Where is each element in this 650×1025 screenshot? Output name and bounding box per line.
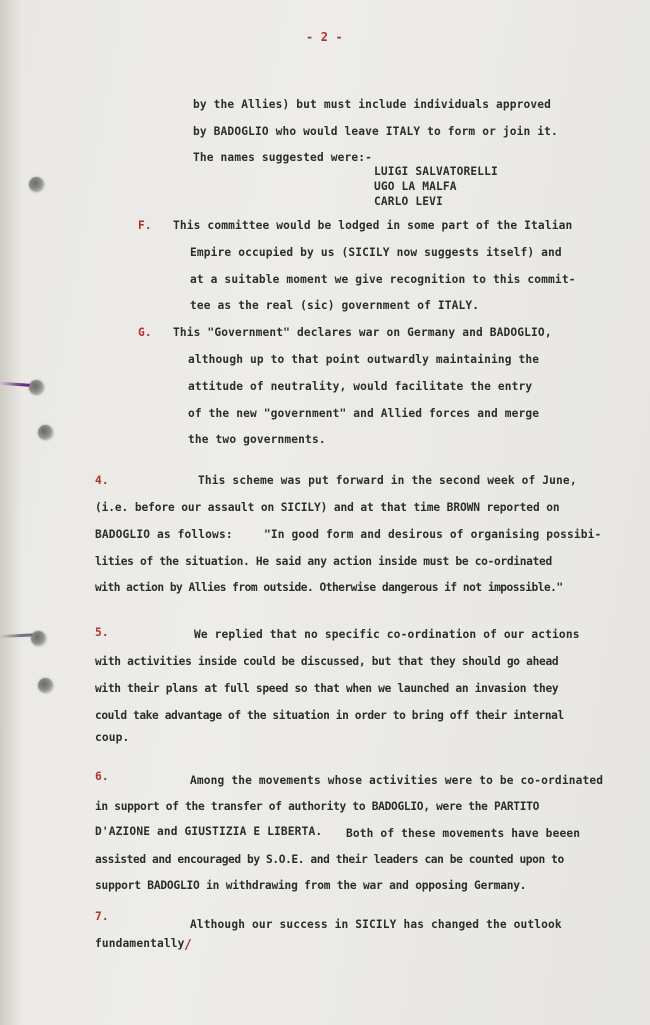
text-line: with action by Allies from outside. Otherwise dangerous if not impossible.": [95, 581, 563, 594]
text-line: This committee would be lodged in some part of the Italian: [173, 219, 573, 232]
text-line: Among the movements whose activities were to be co-ordinated: [190, 774, 604, 787]
text-line: at a suitable moment we give recognition to this commit-: [190, 273, 576, 286]
text-line: BADOGLIO as follows:: [95, 528, 233, 541]
text-line: although up to that point outwardly maintaining the: [188, 353, 540, 366]
name-line: CARLO LEVI: [374, 195, 443, 208]
text-line: with activities inside could be discussed, but that they should go ahead: [95, 655, 559, 668]
text-line: coup.: [95, 731, 130, 744]
text-line: fundamentally: [95, 937, 185, 950]
paragraph-marker-f: F.: [138, 219, 152, 232]
paragraph-marker-g: G.: [138, 326, 152, 339]
text-line: This "Government" declares war on Germany and BADOGLIO,: [173, 326, 552, 339]
text-line: The names suggested were:-: [193, 151, 373, 164]
text-line: support BADOGLIO in withdrawing from the war and opposing Germany.: [95, 879, 527, 892]
paragraph-number-5: 5.: [95, 626, 109, 639]
text-line: Empire occupied by us (SICILY now suggests itself) and: [190, 246, 562, 259]
text-line: "In good form and desirous of organising possibi-: [264, 528, 602, 541]
paragraph-number-4: 4.: [95, 474, 109, 487]
text-line: We replied that no specific co-ordination of our actions: [194, 628, 580, 641]
text-line: tee as the real (sic) government of ITALY.: [190, 299, 480, 312]
text-line: by the Allies) but must include individuals approved: [193, 98, 552, 111]
paragraph-number-6: 6.: [95, 770, 109, 783]
name-line: UGO LA MALFA: [374, 180, 457, 193]
punch-hole: [38, 678, 53, 693]
text-line: the two governments.: [188, 433, 326, 446]
text-line: by BADOGLIO who would leave ITALY to form or join it.: [193, 125, 558, 138]
text-line: in support of the transfer of authority to BADOGLIO, were the PARTITO: [95, 800, 540, 813]
paragraph-number-7: 7.: [95, 910, 109, 923]
text-line: Both of these movements have beeen: [346, 827, 581, 840]
page-number: - 2 -: [306, 30, 343, 44]
punch-hole: [29, 177, 44, 192]
text-line: (i.e. before our assault on SICILY) and at that time BROWN reported on: [95, 501, 560, 514]
text-line: attitude of neutrality, would facilitate the entry: [188, 380, 533, 393]
punch-hole: [38, 425, 53, 440]
text-line: of the new "government" and Allied forces and merge: [188, 407, 540, 420]
text-line: assisted and encouraged by S.O.E. and their leaders can be counted upon to: [95, 853, 564, 866]
text-line: This scheme was put forward in the second week of June,: [198, 474, 577, 487]
text-line: lities of the situation. He said any action inside must be co-ordinated: [95, 555, 552, 568]
text-line: could take advantage of the situation in order to bring off their internal: [95, 709, 564, 722]
text-line: Although our success in SICILY has changed the outlook: [190, 918, 562, 931]
punch-hole: [31, 631, 46, 646]
name-line: LUIGI SALVATORELLI: [374, 165, 498, 178]
text-line: with their plans at full speed so that when we launched an invasion they: [95, 682, 559, 695]
punch-hole: [29, 380, 44, 395]
continuation-slash: /: [184, 938, 192, 953]
text-line: D'AZIONE and GIUSTIZIA E LIBERTA.: [95, 825, 323, 838]
